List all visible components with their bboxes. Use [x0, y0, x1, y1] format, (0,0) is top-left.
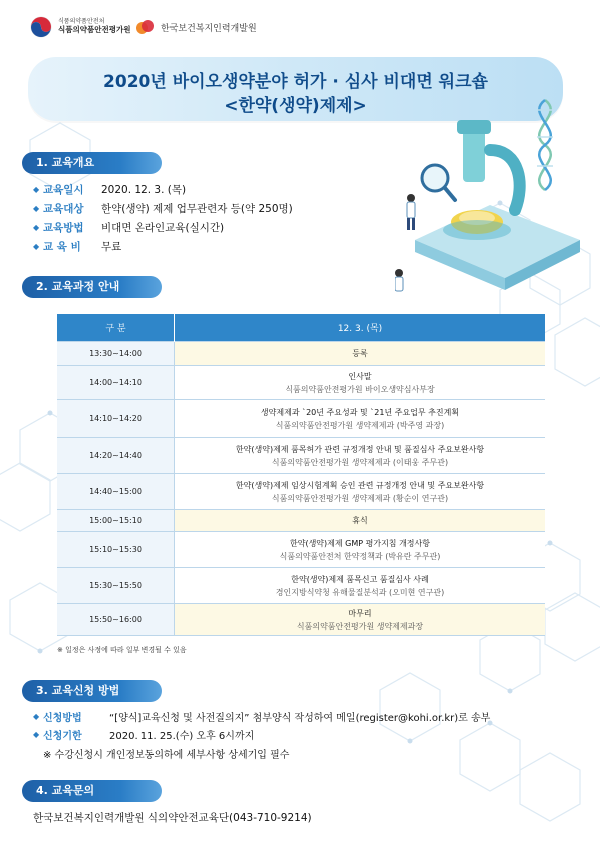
schedule-speaker: 식품의약품안전평가원 생약제제과 (박주영 과장): [275, 420, 445, 430]
overview-item-target: [33, 199, 413, 218]
schedule-content: [175, 366, 546, 400]
schedule-note: ※ 일정은 사정에 따라 일부 변경될 수 있음: [57, 646, 187, 654]
schedule-title: 인사말: [348, 371, 372, 381]
schedule-content: [175, 342, 546, 366]
schedule-title: 등록: [352, 349, 368, 358]
schedule-content: [175, 474, 546, 510]
schedule-time: 15:30~15:50: [57, 568, 175, 604]
schedule-speaker: 식품의약품안전처 한약정책과 (박유란 주무관): [279, 551, 441, 561]
schedule-speaker: 경인지방식약청 유해물질분석과 (오미현 연구관): [275, 587, 445, 597]
table-row: [57, 604, 545, 636]
schedule-title: 생약제제과 `20년 주요성과 및 `21년 주요업무 추진계획: [260, 407, 460, 417]
schedule-speaker: 식품의약품안전평가원 생약제제과장: [296, 621, 424, 631]
table-row: [57, 474, 545, 510]
mfds-small-name: 식품의약품안전처: [58, 18, 105, 26]
lab-illustration: [395, 90, 600, 300]
schedule-speaker: 식품의약품안전평가원 바이오생약심사부장: [285, 384, 435, 394]
title-line-1: 2020년 바이오생약분야 허가 · 심사 비대면 워크숍: [103, 72, 488, 92]
overview-list: [33, 180, 413, 256]
overview-label: 교육대상: [43, 203, 84, 215]
application-value: “[양식]교육신청 및 사전질의지” 첨부양식 작성하여 메일(register@kohi.or.kr)로 송부: [109, 712, 491, 724]
schedule-content: [175, 510, 546, 532]
diamond-bullet-icon: ◆: [33, 185, 40, 194]
schedule-time: 13:30~14:00: [57, 342, 175, 366]
schedule-time: 15:10~15:30: [57, 532, 175, 568]
application-note: ※ 수강신청시 개인정보동의하에 세부사항 상세기입 필수: [43, 750, 290, 761]
application-item-method: [33, 707, 593, 725]
mfds-main-name: 식품의약품안전평가원: [58, 25, 131, 35]
schedule-speaker: 식품의약품안전평가원 생약제제과 (이태웅 주무관): [271, 457, 449, 467]
schedule-title: 휴식: [352, 516, 368, 525]
table-row: [57, 366, 545, 400]
overview-value: 한약(생약) 제제 업무관련자 등(약 250명): [101, 203, 293, 215]
diamond-bullet-icon: ◆: [33, 729, 40, 739]
schedule-title: 한약(생약)제제 GMP 평가지침 개정사항: [290, 538, 430, 548]
section-application-header: 3. 교육신청 방법: [22, 680, 162, 702]
schedule-header-row: [57, 314, 545, 342]
contact-info: 한국보건복지인력개발원 식의약안전교육단(043-710-9214): [33, 812, 312, 824]
overview-item-fee: [33, 237, 413, 256]
schedule-content: [175, 604, 546, 636]
section-overview-header: 1. 교육개요: [22, 152, 162, 174]
table-row: [57, 438, 545, 474]
schedule-content: [175, 532, 546, 568]
overview-label: 교육일시: [43, 184, 84, 196]
schedule-content: [175, 400, 546, 438]
application-label: 신청방법: [43, 712, 82, 724]
overview-label: 교육방법: [43, 222, 84, 234]
schedule-title: 한약(생약)제제 임상시험계획 승인 관련 규정개정 안내 및 주요보완사항: [235, 480, 485, 490]
kohi-logo: [135, 19, 257, 35]
schedule-time: 15:00~15:10: [57, 510, 175, 532]
section-contact-header: 4. 교육문의: [22, 780, 162, 802]
dna-helix-icon: [537, 100, 553, 190]
overview-value: 비대면 온라인교육(실시간): [101, 222, 225, 234]
diamond-bullet-icon: ◆: [33, 204, 40, 213]
overview-item-method: [33, 218, 413, 237]
schedule-title: 마무리: [348, 608, 372, 618]
table-row: [57, 568, 545, 604]
overview-label: 교 육 비: [43, 241, 81, 253]
schedule-time: 15:50~16:00: [57, 604, 175, 636]
overview-item-date: [33, 180, 413, 199]
magnifier-icon: [422, 165, 455, 200]
table-row: [57, 532, 545, 568]
schedule-time: 14:40~15:00: [57, 474, 175, 510]
schedule-content: [175, 438, 546, 474]
schedule-header-date: 12. 3. (목): [175, 314, 546, 342]
title-line-2: <한약(생약)제제>: [224, 96, 367, 116]
taegeuk-emblem-icon: [30, 16, 52, 38]
diamond-bullet-icon: ◆: [33, 223, 40, 232]
mfds-logo: [30, 16, 130, 38]
diamond-bullet-icon: ◆: [33, 711, 40, 721]
schedule-content: [175, 568, 546, 604]
application-list: [33, 707, 593, 761]
kohi-symbol-icon: [135, 19, 155, 35]
schedule-title: 한약(생약)제제 품목신고 품질심사 사례: [291, 574, 429, 584]
table-row: [57, 400, 545, 438]
schedule-table: [57, 314, 545, 636]
schedule-speaker: 식품의약품안전평가원 생약제제과 (황순이 연구관): [271, 493, 449, 503]
schedule-time: 14:00~14:10: [57, 366, 175, 400]
scientist-figure-2: [395, 269, 403, 291]
kohi-name: 한국보건복지인력개발원: [161, 23, 257, 34]
application-label: 신청기한: [43, 730, 82, 742]
section-curriculum-header: 2. 교육과정 안내: [22, 276, 162, 298]
overview-value: 2020. 12. 3. (목): [101, 184, 187, 196]
table-row: [57, 510, 545, 532]
schedule-header-division: 구 분: [57, 314, 175, 342]
schedule-time: 14:10~14:20: [57, 400, 175, 438]
diamond-bullet-icon: ◆: [33, 242, 40, 251]
application-value: 2020. 11. 25.(수) 오후 6시까지: [109, 730, 255, 742]
application-item-deadline: [33, 725, 593, 743]
schedule-title: 한약(생약)제제 품목허가 관련 규정개정 안내 및 품질심사 주요보완사항: [235, 444, 485, 454]
schedule-time: 14:20~14:40: [57, 438, 175, 474]
overview-value: 무료: [101, 241, 122, 253]
table-row: [57, 342, 545, 366]
